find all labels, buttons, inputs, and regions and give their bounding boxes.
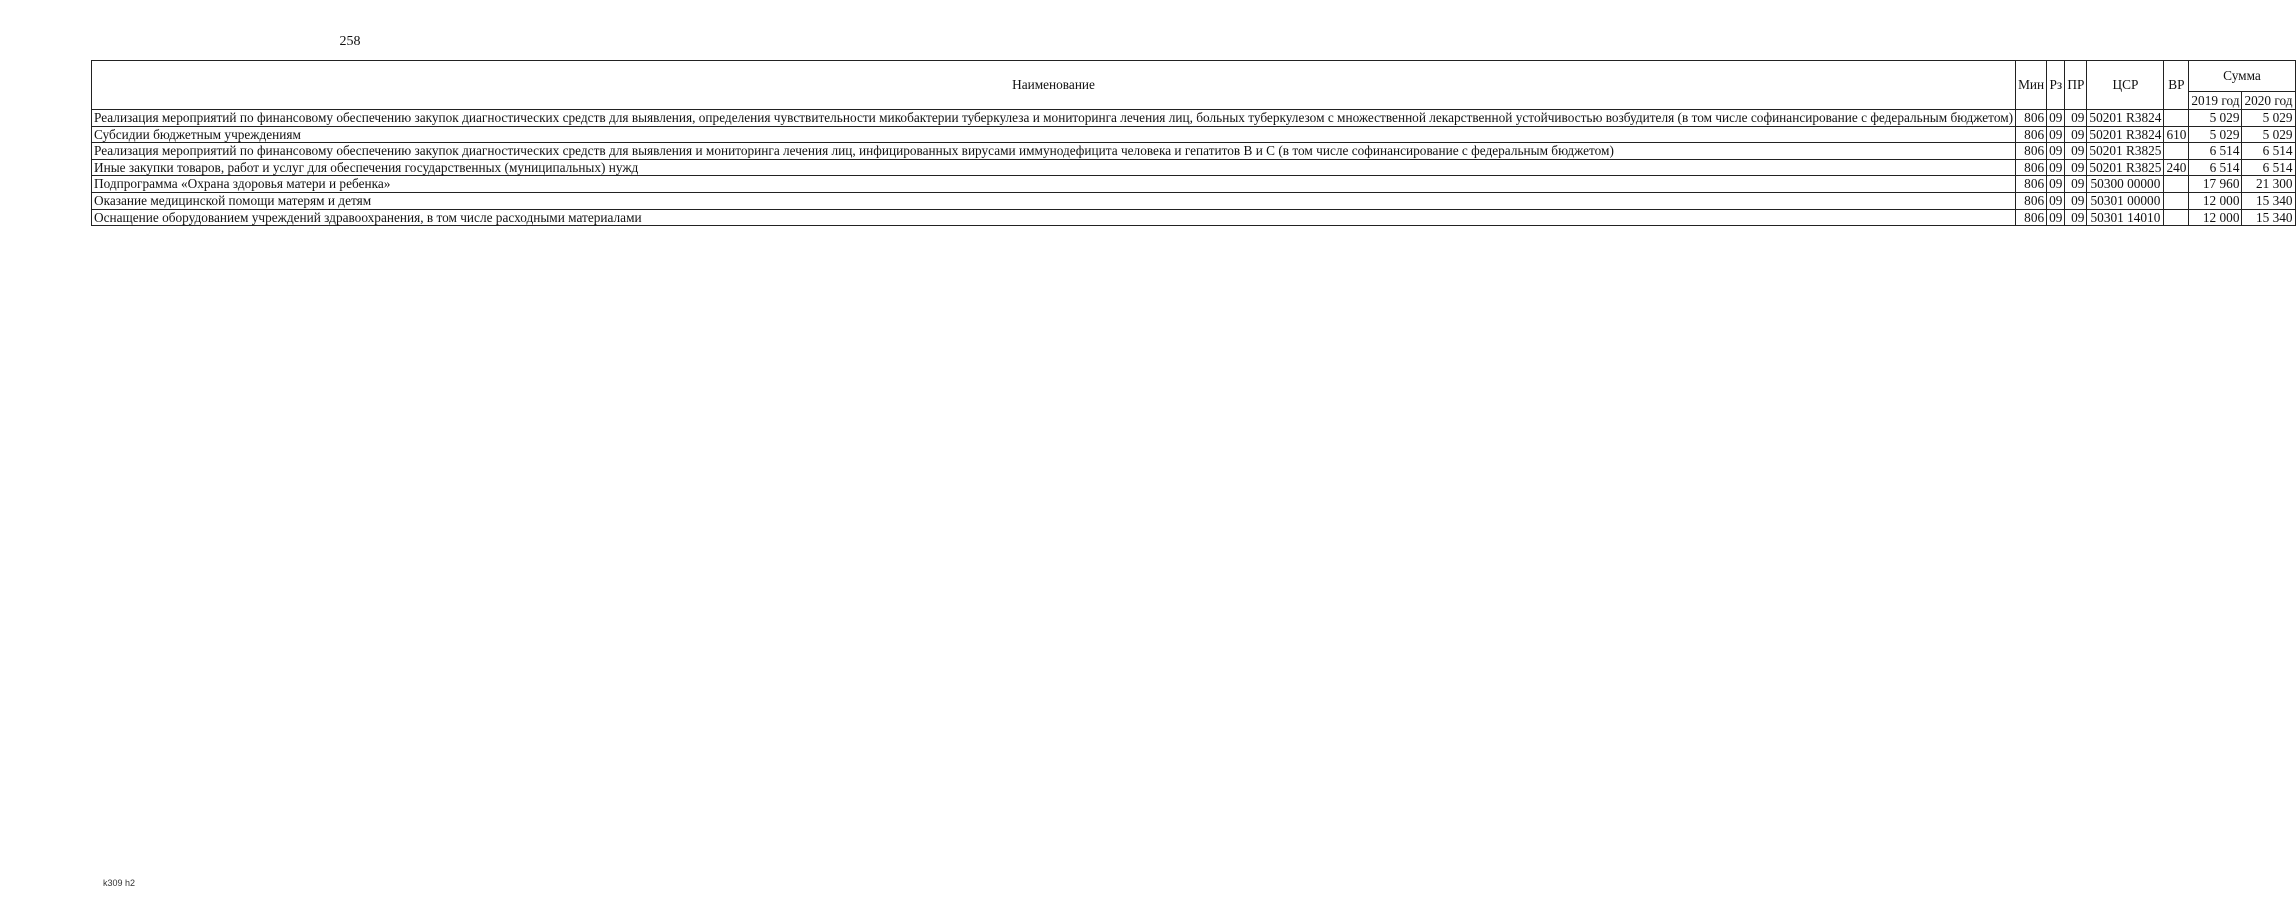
row-2019: 5 029 xyxy=(2189,126,2242,143)
row-csr: 50301 14010 xyxy=(2087,209,2164,226)
row-name: Оказание медицинской помощи матерям и детям xyxy=(92,192,2016,209)
row-pr: 09 xyxy=(2065,176,2087,193)
header-min: Мин xyxy=(2016,61,2047,110)
row-min: 806 xyxy=(2016,110,2047,127)
row-name: Иные закупки товаров, работ и услуг для обеспечения государственных (муниципальных) нужд xyxy=(92,159,2016,176)
row-vr xyxy=(2164,110,2189,127)
header-name: Наименование xyxy=(92,61,2016,110)
row-rz: 09 xyxy=(2047,126,2065,143)
row-csr: 50301 00000 xyxy=(2087,192,2164,209)
budget-table xyxy=(91,60,2296,226)
table-row xyxy=(92,126,2296,143)
table-row xyxy=(92,176,2296,193)
table-row xyxy=(92,159,2296,176)
table-row xyxy=(92,143,2296,160)
row-rz: 09 xyxy=(2047,192,2065,209)
row-min: 806 xyxy=(2016,126,2047,143)
row-min: 806 xyxy=(2016,143,2047,160)
row-2020: 6 514 xyxy=(2242,143,2295,160)
row-2019: 12 000 xyxy=(2189,192,2242,209)
row-2019: 6 514 xyxy=(2189,159,2242,176)
row-name: Оснащение оборудованием учреждений здравоохранения, в том числе расходными материалами xyxy=(92,209,2016,226)
row-2019: 17 960 xyxy=(2189,176,2242,193)
header-vr: ВР xyxy=(2164,61,2189,110)
header-year-2019: 2019 год xyxy=(2189,92,2242,110)
header-csr: ЦСР xyxy=(2087,61,2164,110)
row-rz: 09 xyxy=(2047,143,2065,160)
row-name: Реализация мероприятий по финансовому обеспечению закупок диагностических средств для выявления, определения чувствительности микобактерии туберкулеза и мониторинга лечения лиц, больных туберкулезом с множественной лекарственной устойчивостью возбудителя (в том числе софинансирование с федеральным бюджетом) xyxy=(92,110,2016,127)
row-min: 806 xyxy=(2016,209,2047,226)
row-2020: 21 300 xyxy=(2242,176,2295,193)
row-2019: 6 514 xyxy=(2189,143,2242,160)
row-min: 806 xyxy=(2016,176,2047,193)
row-vr xyxy=(2164,143,2189,160)
row-name: Реализация мероприятий по финансовому обеспечению закупок диагностических средств для выявления и мониторинга лечения лиц, инфицированных вирусами иммунодефицита человека и гепатитов В и С (в том числе софинансирование с федеральным бюджетом) xyxy=(92,143,2016,160)
row-2020: 15 340 xyxy=(2242,192,2295,209)
row-csr: 50201 R3825 xyxy=(2087,159,2164,176)
row-2020: 15 340 xyxy=(2242,209,2295,226)
row-csr: 50201 R3825 xyxy=(2087,143,2164,160)
row-csr: 50201 R3824 xyxy=(2087,110,2164,127)
row-pr: 09 xyxy=(2065,110,2087,127)
row-2020: 6 514 xyxy=(2242,159,2295,176)
row-vr xyxy=(2164,192,2189,209)
table-row xyxy=(92,110,2296,127)
row-name: Подпрограмма «Охрана здоровья матери и ребенка» xyxy=(92,176,2016,193)
row-2020: 5 029 xyxy=(2242,110,2295,127)
row-pr: 09 xyxy=(2065,192,2087,209)
row-min: 806 xyxy=(2016,192,2047,209)
row-pr: 09 xyxy=(2065,126,2087,143)
row-vr: 240 xyxy=(2164,159,2189,176)
row-name: Субсидии бюджетным учреждениям xyxy=(92,126,2016,143)
table-row xyxy=(92,192,2296,209)
row-rz: 09 xyxy=(2047,176,2065,193)
row-vr xyxy=(2164,176,2189,193)
row-min: 806 xyxy=(2016,159,2047,176)
header-year-2020: 2020 год xyxy=(2242,92,2295,110)
row-vr: 610 xyxy=(2164,126,2189,143)
table-row xyxy=(92,209,2296,226)
row-pr: 09 xyxy=(2065,159,2087,176)
header-rz: Рз xyxy=(2047,61,2065,110)
row-csr: 50201 R3824 xyxy=(2087,126,2164,143)
page-number: 258 xyxy=(339,34,361,49)
row-pr: 09 xyxy=(2065,209,2087,226)
header-sum: Сумма xyxy=(2189,61,2295,92)
row-csr: 50300 00000 xyxy=(2087,176,2164,193)
footer-code: k309 h2 xyxy=(103,878,136,888)
header-pr: ПР xyxy=(2065,61,2087,110)
row-2019: 12 000 xyxy=(2189,209,2242,226)
row-rz: 09 xyxy=(2047,209,2065,226)
row-vr xyxy=(2164,209,2189,226)
row-pr: 09 xyxy=(2065,143,2087,160)
row-2020: 5 029 xyxy=(2242,126,2295,143)
row-2019: 5 029 xyxy=(2189,110,2242,127)
row-rz: 09 xyxy=(2047,159,2065,176)
row-rz: 09 xyxy=(2047,110,2065,127)
